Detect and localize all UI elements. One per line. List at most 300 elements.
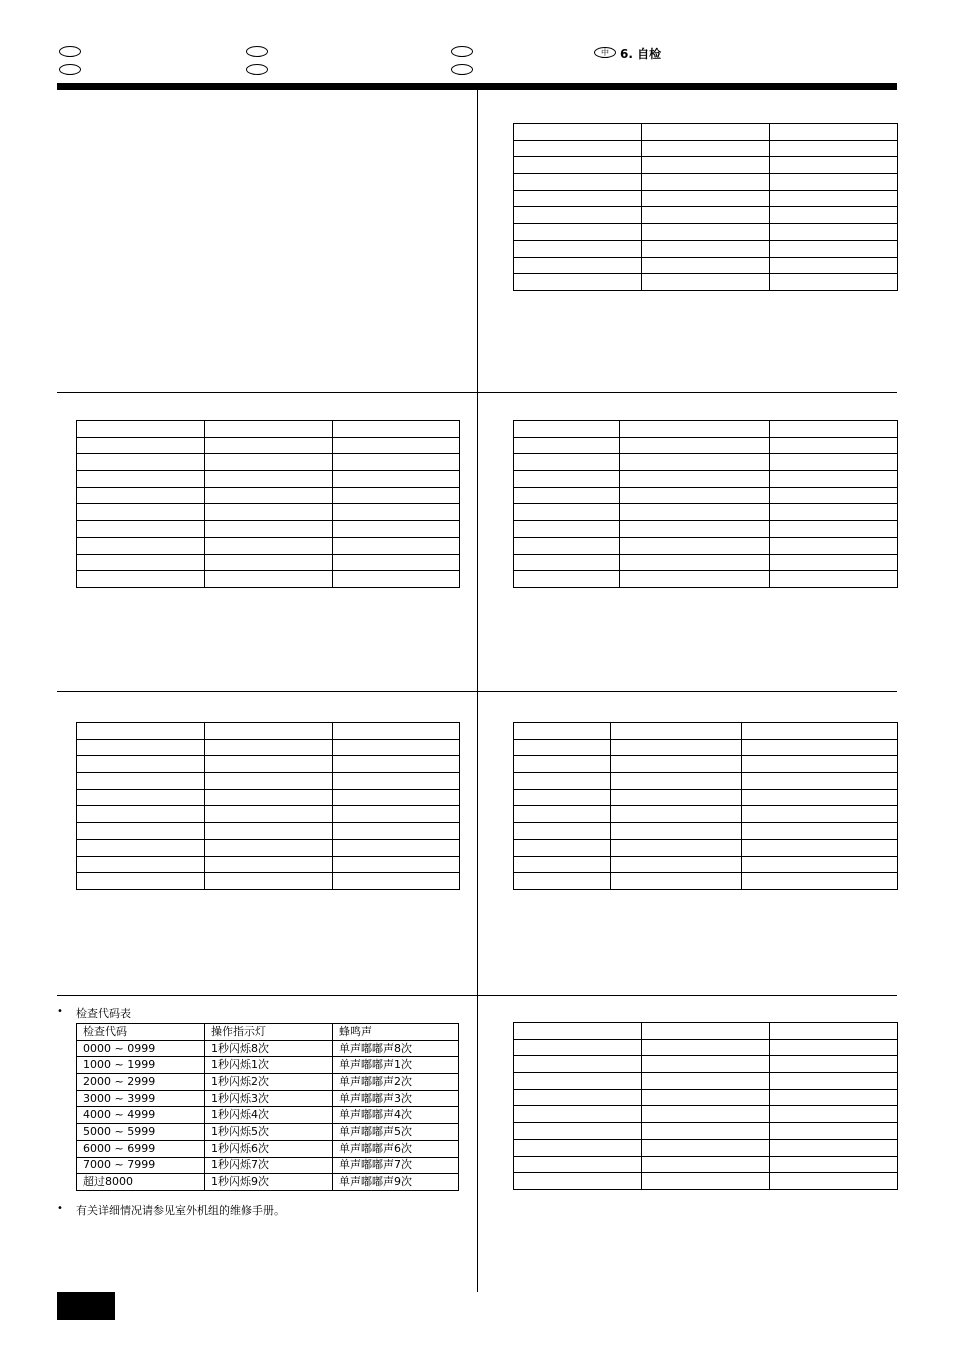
table-cell bbox=[642, 140, 770, 157]
table-cell bbox=[77, 437, 205, 454]
table-cell bbox=[514, 1056, 642, 1073]
table-cell: 单声嘟嘟声6次 bbox=[333, 1140, 459, 1157]
table-row bbox=[514, 1056, 898, 1073]
table-cell bbox=[205, 421, 333, 438]
table-cell bbox=[77, 789, 205, 806]
table-cell bbox=[514, 1123, 642, 1140]
table-cell bbox=[205, 437, 333, 454]
table-cell bbox=[642, 1106, 770, 1123]
table-cell bbox=[620, 537, 770, 554]
table-cell bbox=[77, 554, 205, 571]
table-cell bbox=[514, 723, 611, 740]
table-row bbox=[77, 504, 460, 521]
table-row bbox=[514, 240, 898, 257]
table-row bbox=[514, 873, 898, 890]
table-cell bbox=[642, 274, 770, 291]
table-cell bbox=[333, 487, 460, 504]
table-row bbox=[514, 554, 898, 571]
table-cell bbox=[205, 806, 333, 823]
table-cell: 1秒闪烁9次 bbox=[205, 1174, 333, 1191]
table-row bbox=[514, 1073, 898, 1090]
table-cell bbox=[514, 1139, 642, 1156]
table-cell bbox=[77, 856, 205, 873]
table-cell bbox=[514, 856, 611, 873]
table-cell bbox=[642, 1173, 770, 1190]
table-cell: 6000 ~ 6999 bbox=[77, 1140, 205, 1157]
table-row bbox=[77, 421, 460, 438]
table-cell: 0000 ~ 0999 bbox=[77, 1040, 205, 1057]
table-cell: 超过8000 bbox=[77, 1174, 205, 1191]
table-cell bbox=[642, 1156, 770, 1173]
table-cell bbox=[642, 174, 770, 191]
table-row bbox=[514, 174, 898, 191]
header-rule bbox=[57, 83, 897, 90]
table-cell bbox=[642, 207, 770, 224]
table-cell bbox=[642, 1139, 770, 1156]
section-divider bbox=[57, 691, 897, 692]
table-cell bbox=[770, 257, 898, 274]
table-cell bbox=[611, 839, 742, 856]
table-row bbox=[77, 471, 460, 488]
table-cell bbox=[770, 1123, 898, 1140]
table-cell bbox=[333, 571, 460, 588]
table-cell: 1000 ~ 1999 bbox=[77, 1057, 205, 1074]
table-cell bbox=[620, 571, 770, 588]
table-cell bbox=[514, 190, 642, 207]
table-cell bbox=[77, 873, 205, 890]
table-cell bbox=[333, 789, 460, 806]
table-row bbox=[514, 789, 898, 806]
table-cell bbox=[642, 157, 770, 174]
table-cell bbox=[620, 504, 770, 521]
lang-badge-chinese: 中 bbox=[594, 47, 616, 58]
table-row bbox=[77, 789, 460, 806]
lang-badge-4 bbox=[246, 64, 268, 75]
table-cell bbox=[514, 207, 642, 224]
table-row bbox=[77, 773, 460, 790]
table-cell bbox=[770, 1173, 898, 1190]
table-cell bbox=[514, 1173, 642, 1190]
table-cell bbox=[620, 487, 770, 504]
table-row bbox=[77, 1174, 459, 1191]
table-cell bbox=[770, 487, 898, 504]
table-cell bbox=[205, 571, 333, 588]
table-row bbox=[514, 454, 898, 471]
table-cell bbox=[514, 873, 611, 890]
table-cell bbox=[77, 756, 205, 773]
table-cell bbox=[642, 1089, 770, 1106]
table-cell bbox=[620, 554, 770, 571]
table-cell bbox=[205, 739, 333, 756]
table-row bbox=[514, 1089, 898, 1106]
table-cell bbox=[770, 240, 898, 257]
table-row bbox=[514, 274, 898, 291]
table-cell bbox=[770, 521, 898, 538]
table-cell bbox=[742, 806, 898, 823]
table-cell bbox=[770, 471, 898, 488]
table-cell bbox=[770, 157, 898, 174]
table-cell bbox=[611, 873, 742, 890]
table-cell bbox=[514, 537, 620, 554]
table-row bbox=[514, 1023, 898, 1040]
table-row bbox=[514, 739, 898, 756]
table-cell: 单声嘟嘟声2次 bbox=[333, 1074, 459, 1091]
table-cell bbox=[514, 1039, 642, 1056]
table-row bbox=[514, 806, 898, 823]
table-row bbox=[77, 454, 460, 471]
table-cell bbox=[611, 723, 742, 740]
table-cell bbox=[77, 571, 205, 588]
table-row bbox=[514, 856, 898, 873]
table-cell bbox=[333, 873, 460, 890]
table-cell: 1秒闪烁4次 bbox=[205, 1107, 333, 1124]
table-cell: 单声嘟嘟声8次 bbox=[333, 1040, 459, 1057]
table-cell bbox=[620, 437, 770, 454]
table-cell bbox=[611, 856, 742, 873]
table-row bbox=[514, 437, 898, 454]
table-cell bbox=[205, 487, 333, 504]
table-cell bbox=[642, 1073, 770, 1090]
table-cell bbox=[205, 504, 333, 521]
table-cell bbox=[514, 224, 642, 241]
table-cell bbox=[514, 487, 620, 504]
table-cell bbox=[514, 140, 642, 157]
lang-badge-5 bbox=[451, 46, 473, 57]
table-cell bbox=[77, 806, 205, 823]
check-code-table bbox=[76, 1023, 459, 1191]
column-header: 蜂鸣声 bbox=[333, 1024, 459, 1041]
table-cell: 单声嘟嘟声4次 bbox=[333, 1107, 459, 1124]
table-cell bbox=[611, 806, 742, 823]
table-cell bbox=[205, 471, 333, 488]
table-row bbox=[77, 571, 460, 588]
table-row bbox=[514, 190, 898, 207]
table-row bbox=[77, 1057, 459, 1074]
table-row bbox=[514, 257, 898, 274]
table-cell bbox=[205, 839, 333, 856]
empty-table bbox=[513, 722, 898, 890]
table-cell bbox=[205, 773, 333, 790]
table-cell bbox=[77, 487, 205, 504]
table-row bbox=[514, 773, 898, 790]
table-cell bbox=[77, 471, 205, 488]
table-cell: 单声嘟嘟声7次 bbox=[333, 1157, 459, 1174]
table-row bbox=[514, 1156, 898, 1173]
table-cell bbox=[514, 554, 620, 571]
table-cell bbox=[205, 454, 333, 471]
table-row bbox=[514, 756, 898, 773]
table-row bbox=[514, 1106, 898, 1123]
table-cell: 2000 ~ 2999 bbox=[77, 1074, 205, 1091]
table-cell: 单声嘟嘟声1次 bbox=[333, 1057, 459, 1074]
table-row bbox=[514, 157, 898, 174]
table-cell bbox=[770, 1039, 898, 1056]
bullet: • bbox=[57, 1006, 63, 1017]
table-row bbox=[514, 1139, 898, 1156]
table-cell bbox=[620, 471, 770, 488]
table-row bbox=[77, 739, 460, 756]
table-cell bbox=[333, 521, 460, 538]
table-cell bbox=[333, 437, 460, 454]
table-cell bbox=[77, 454, 205, 471]
table-row bbox=[77, 823, 460, 840]
table-cell bbox=[642, 257, 770, 274]
table-cell bbox=[742, 839, 898, 856]
table-header-row bbox=[77, 1024, 459, 1041]
table-cell bbox=[770, 571, 898, 588]
table-cell bbox=[514, 839, 611, 856]
table-cell bbox=[77, 739, 205, 756]
table-row bbox=[514, 521, 898, 538]
table-cell bbox=[514, 806, 611, 823]
table-cell bbox=[514, 1106, 642, 1123]
table-cell bbox=[770, 140, 898, 157]
table-cell bbox=[642, 240, 770, 257]
table-cell bbox=[742, 789, 898, 806]
table-row bbox=[514, 504, 898, 521]
table-cell bbox=[770, 1139, 898, 1156]
table-row bbox=[514, 471, 898, 488]
table-row bbox=[77, 873, 460, 890]
table-row bbox=[514, 487, 898, 504]
table-cell bbox=[333, 739, 460, 756]
empty-table bbox=[513, 420, 898, 588]
table-row bbox=[77, 856, 460, 873]
table-cell bbox=[742, 723, 898, 740]
table-cell bbox=[333, 723, 460, 740]
table-cell bbox=[514, 756, 611, 773]
table-cell bbox=[620, 521, 770, 538]
table-cell: 1秒闪烁6次 bbox=[205, 1140, 333, 1157]
table-row bbox=[77, 839, 460, 856]
table-cell bbox=[77, 421, 205, 438]
table-cell bbox=[514, 274, 642, 291]
table-cell: 单声嘟嘟声5次 bbox=[333, 1124, 459, 1141]
table-cell bbox=[77, 504, 205, 521]
table-cell: 1秒闪烁7次 bbox=[205, 1157, 333, 1174]
table-cell bbox=[514, 773, 611, 790]
table-row bbox=[77, 806, 460, 823]
table-cell bbox=[642, 124, 770, 141]
table-row bbox=[514, 1039, 898, 1056]
check-table-caption: 检查代码表 bbox=[76, 1007, 131, 1020]
table-row bbox=[77, 487, 460, 504]
table-cell bbox=[514, 504, 620, 521]
table-cell bbox=[514, 174, 642, 191]
table-cell bbox=[611, 739, 742, 756]
table-cell bbox=[77, 839, 205, 856]
lang-badge-1 bbox=[59, 46, 81, 57]
table-row bbox=[514, 124, 898, 141]
table-cell bbox=[514, 437, 620, 454]
table-row bbox=[514, 1123, 898, 1140]
table-cell bbox=[611, 789, 742, 806]
table-cell bbox=[77, 521, 205, 538]
table-cell bbox=[611, 773, 742, 790]
table-cell bbox=[770, 421, 898, 438]
table-cell bbox=[514, 454, 620, 471]
table-cell bbox=[770, 124, 898, 141]
table-cell bbox=[742, 823, 898, 840]
table-cell bbox=[333, 823, 460, 840]
bullet: • bbox=[57, 1203, 63, 1214]
table-row bbox=[514, 537, 898, 554]
table-cell bbox=[770, 274, 898, 291]
table-row bbox=[77, 1157, 459, 1174]
table-cell bbox=[205, 537, 333, 554]
table-cell bbox=[205, 521, 333, 538]
table-cell bbox=[514, 1073, 642, 1090]
table-row bbox=[77, 437, 460, 454]
table-cell bbox=[642, 1123, 770, 1140]
table-cell bbox=[514, 421, 620, 438]
table-row bbox=[77, 1090, 459, 1107]
table-cell bbox=[642, 190, 770, 207]
table-cell bbox=[514, 789, 611, 806]
table-cell bbox=[620, 421, 770, 438]
table-cell bbox=[514, 823, 611, 840]
table-row bbox=[514, 421, 898, 438]
table-cell bbox=[333, 554, 460, 571]
page-title: 6. 自检 bbox=[620, 47, 662, 61]
table-cell bbox=[514, 124, 642, 141]
empty-table bbox=[76, 420, 460, 588]
section-divider bbox=[57, 392, 897, 393]
table-cell bbox=[333, 504, 460, 521]
table-cell bbox=[77, 723, 205, 740]
table-cell bbox=[770, 1023, 898, 1040]
table-row bbox=[77, 1124, 459, 1141]
table-cell bbox=[333, 839, 460, 856]
lang-badge-6 bbox=[451, 64, 473, 75]
table-cell bbox=[333, 756, 460, 773]
table-cell: 1秒闪烁5次 bbox=[205, 1124, 333, 1141]
table-row bbox=[514, 224, 898, 241]
table-row bbox=[77, 1107, 459, 1124]
table-cell bbox=[770, 190, 898, 207]
table-cell bbox=[620, 454, 770, 471]
table-cell bbox=[770, 554, 898, 571]
table-cell bbox=[514, 739, 611, 756]
table-cell bbox=[514, 240, 642, 257]
table-row bbox=[77, 554, 460, 571]
table-cell bbox=[770, 504, 898, 521]
table-row bbox=[77, 1040, 459, 1057]
table-cell bbox=[742, 773, 898, 790]
table-row bbox=[514, 207, 898, 224]
table-cell bbox=[205, 873, 333, 890]
table-cell bbox=[205, 823, 333, 840]
table-cell bbox=[742, 739, 898, 756]
table-cell bbox=[514, 471, 620, 488]
table-cell bbox=[333, 773, 460, 790]
table-cell bbox=[770, 1106, 898, 1123]
table-cell bbox=[205, 554, 333, 571]
table-row bbox=[77, 1074, 459, 1091]
table-cell bbox=[333, 421, 460, 438]
table-cell bbox=[770, 1089, 898, 1106]
table-cell bbox=[77, 773, 205, 790]
table-cell bbox=[770, 437, 898, 454]
table-cell: 7000 ~ 7999 bbox=[77, 1157, 205, 1174]
empty-table bbox=[76, 722, 460, 890]
table-cell: 单声嘟嘟声3次 bbox=[333, 1090, 459, 1107]
table-cell: 单声嘟嘟声9次 bbox=[333, 1174, 459, 1191]
empty-table bbox=[513, 1022, 898, 1190]
table-cell bbox=[514, 157, 642, 174]
table-row bbox=[514, 823, 898, 840]
section-divider bbox=[57, 995, 897, 996]
table-cell bbox=[742, 856, 898, 873]
table-cell: 1秒闪烁2次 bbox=[205, 1074, 333, 1091]
table-cell bbox=[742, 756, 898, 773]
table-cell bbox=[205, 789, 333, 806]
column-header: 检查代码 bbox=[77, 1024, 205, 1041]
table-cell bbox=[770, 1073, 898, 1090]
table-cell bbox=[642, 1056, 770, 1073]
table-cell: 4000 ~ 4999 bbox=[77, 1107, 205, 1124]
table-row bbox=[77, 521, 460, 538]
table-cell bbox=[333, 537, 460, 554]
table-cell bbox=[205, 756, 333, 773]
table-cell bbox=[205, 856, 333, 873]
table-cell bbox=[770, 224, 898, 241]
table-cell: 1秒闪烁3次 bbox=[205, 1090, 333, 1107]
table-cell bbox=[770, 537, 898, 554]
lang-badge-3 bbox=[246, 46, 268, 57]
table-row bbox=[514, 140, 898, 157]
table-cell bbox=[333, 806, 460, 823]
table-row bbox=[514, 723, 898, 740]
table-cell bbox=[770, 1156, 898, 1173]
table-cell bbox=[611, 756, 742, 773]
table-row bbox=[77, 537, 460, 554]
table-cell bbox=[514, 521, 620, 538]
table-cell bbox=[514, 571, 620, 588]
table-cell: 5000 ~ 5999 bbox=[77, 1124, 205, 1141]
table-row bbox=[514, 839, 898, 856]
table-cell bbox=[642, 224, 770, 241]
table-cell: 1秒闪烁8次 bbox=[205, 1040, 333, 1057]
table-cell bbox=[611, 823, 742, 840]
table-row bbox=[77, 756, 460, 773]
check-table-footnote: 有关详细情况请参见室外机组的维修手册。 bbox=[76, 1204, 285, 1217]
table-cell bbox=[642, 1023, 770, 1040]
table-cell bbox=[333, 454, 460, 471]
table-cell bbox=[333, 471, 460, 488]
lang-badge-2 bbox=[59, 64, 81, 75]
table-cell bbox=[205, 723, 333, 740]
table-row bbox=[514, 571, 898, 588]
table-cell bbox=[514, 257, 642, 274]
table-cell: 3000 ~ 3999 bbox=[77, 1090, 205, 1107]
table-row bbox=[514, 1173, 898, 1190]
empty-table bbox=[513, 123, 898, 291]
table-cell bbox=[514, 1089, 642, 1106]
table-cell: 1秒闪烁1次 bbox=[205, 1057, 333, 1074]
table-cell bbox=[77, 537, 205, 554]
table-cell bbox=[770, 174, 898, 191]
table-cell bbox=[770, 207, 898, 224]
table-cell bbox=[77, 823, 205, 840]
table-cell bbox=[642, 1039, 770, 1056]
column-header: 操作指示灯 bbox=[205, 1024, 333, 1041]
table-row bbox=[77, 1140, 459, 1157]
table-cell bbox=[742, 873, 898, 890]
table-cell bbox=[333, 856, 460, 873]
page-number-box bbox=[57, 1292, 115, 1320]
table-cell bbox=[770, 454, 898, 471]
